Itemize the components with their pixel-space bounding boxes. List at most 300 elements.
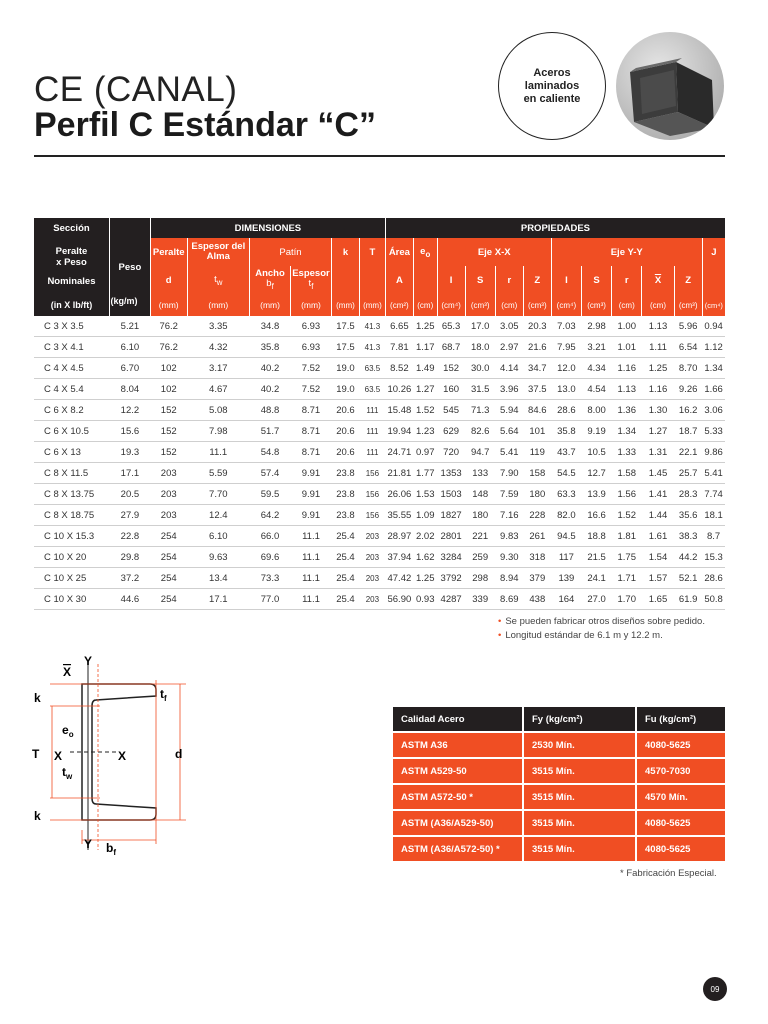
unit-header: (cm) (612, 294, 642, 316)
value-cell: 1.13 (612, 379, 642, 400)
value-cell: 23.8 (331, 484, 359, 505)
value-cell: 318 (523, 547, 551, 568)
value-cell: 82.6 (465, 421, 495, 442)
value-cell: 30.0 (465, 358, 495, 379)
value-cell: 44.6 (109, 589, 150, 610)
value-cell: 25.4 (331, 526, 359, 547)
header-eje-yy: Eje Y-Y (551, 238, 702, 266)
value-cell: 94.7 (465, 442, 495, 463)
value-cell: 25.4 (331, 547, 359, 568)
value-cell: 1.75 (612, 547, 642, 568)
value-cell: 4.14 (495, 358, 523, 379)
value-cell: 379 (523, 568, 551, 589)
diagram-label-bf (106, 841, 116, 857)
value-cell: 254 (150, 547, 187, 568)
value-cell: 71.3 (465, 400, 495, 421)
value-cell: 0.93 (413, 589, 437, 610)
diagram-label-T: T (32, 747, 40, 761)
header-nominal-line: Peralte (55, 245, 88, 257)
value-cell: 18.8 (581, 526, 611, 547)
diagram-label-k-top: k (34, 691, 41, 705)
diagram-label-tw-sym: t (62, 765, 66, 779)
value-cell: 37.5 (523, 379, 551, 400)
value-cell: 119 (523, 442, 551, 463)
value-cell: 8.52 (385, 358, 413, 379)
steel-cell: 3515 Mín. (522, 785, 635, 809)
value-cell: 3.06 (702, 400, 725, 421)
value-cell: 1.71 (612, 568, 642, 589)
value-cell: 5.21 (109, 316, 150, 337)
title-divider (34, 155, 725, 157)
value-cell: 203 (359, 568, 385, 589)
header-tf-sub: f (311, 281, 314, 291)
section-cell: C 10 X 15.3 (34, 526, 109, 547)
header-A: A (385, 266, 413, 294)
value-cell: 5.64 (495, 421, 523, 442)
value-cell: 17.5 (331, 337, 359, 358)
badge-line: laminados (524, 79, 580, 92)
header-J: J (702, 238, 725, 266)
header-I-x: I (437, 266, 465, 294)
value-cell: 164 (551, 589, 581, 610)
unit-header: (mm) (150, 294, 187, 316)
diagram-label-x-left: X (54, 749, 63, 763)
table-row (34, 442, 725, 463)
value-cell: 57.4 (250, 463, 291, 484)
value-cell: 7.95 (551, 337, 581, 358)
unit-header: (cm³) (523, 294, 551, 316)
value-cell: 13.9 (581, 484, 611, 505)
value-cell: 545 (437, 400, 465, 421)
value-cell: 152 (150, 442, 187, 463)
steel-cell: ASTM (A36/A529-50) (393, 811, 522, 835)
value-cell: 2801 (437, 526, 465, 547)
value-cell: 1.01 (612, 337, 642, 358)
section-cell: C 10 X 25 (34, 568, 109, 589)
value-cell: 9.63 (187, 547, 250, 568)
value-cell: 19.94 (385, 421, 413, 442)
value-cell: 180 (523, 484, 551, 505)
header-ancho-label: Ancho (255, 267, 285, 279)
value-cell: 43.7 (551, 442, 581, 463)
diagram-label-eo-sub: o (68, 730, 74, 739)
value-cell: 1.62 (413, 547, 437, 568)
unit-header: (mm) (331, 294, 359, 316)
header-X-bar: $\overline{X}$ (642, 266, 674, 294)
value-cell: 76.2 (150, 337, 187, 358)
value-cell: 1.58 (612, 463, 642, 484)
value-cell: 1.52 (413, 400, 437, 421)
header-tw (187, 266, 250, 294)
value-cell: 27.0 (581, 589, 611, 610)
value-cell: 23.8 (331, 463, 359, 484)
header-r-y: r (612, 266, 642, 294)
value-cell: 50.8 (702, 589, 725, 610)
value-cell: 1.16 (642, 379, 674, 400)
table-row (34, 421, 725, 442)
weight-unit: (kg/m) (110, 296, 138, 306)
value-cell: 44.2 (674, 547, 702, 568)
value-cell: 1503 (437, 484, 465, 505)
value-cell: 180 (465, 505, 495, 526)
header-properties: PROPIEDADES (385, 218, 725, 238)
value-cell: 35.6 (674, 505, 702, 526)
value-cell: 101 (523, 421, 551, 442)
value-cell: 1.31 (642, 442, 674, 463)
value-cell: 1.61 (642, 526, 674, 547)
value-cell: 8.70 (674, 358, 702, 379)
section-cell: C 3 X 3.5 (34, 316, 109, 337)
unit-header: (cm⁴) (437, 294, 465, 316)
value-cell: 63.5 (359, 358, 385, 379)
unit-header: (cm) (642, 294, 674, 316)
header-eo (413, 238, 437, 266)
value-cell: 1.77 (413, 463, 437, 484)
value-cell: 7.52 (291, 358, 332, 379)
value-cell: 35.8 (250, 337, 291, 358)
value-cell: 3.17 (187, 358, 250, 379)
steel-cell: 2530 Mín. (522, 733, 635, 757)
value-cell: 61.9 (674, 589, 702, 610)
value-cell: 4.34 (581, 358, 611, 379)
value-cell: 1.65 (642, 589, 674, 610)
value-cell: 52.1 (674, 568, 702, 589)
value-cell: 15.48 (385, 400, 413, 421)
value-cell: 6.93 (291, 316, 332, 337)
value-cell: 117 (551, 547, 581, 568)
diagram-label-eo-sym: e (62, 723, 69, 737)
value-cell: 59.5 (250, 484, 291, 505)
value-cell: 111 (359, 400, 385, 421)
unit-header: (cm²) (385, 294, 413, 316)
value-cell: 298 (465, 568, 495, 589)
value-cell: 19.3 (109, 442, 150, 463)
table-row (34, 568, 725, 589)
value-cell: 1.17 (413, 337, 437, 358)
value-cell: 1.16 (612, 358, 642, 379)
steel-cell: 4570-7030 (635, 759, 725, 783)
value-cell: 3.05 (495, 316, 523, 337)
header-dimensions: DIMENSIONES (150, 218, 385, 238)
value-cell: 12.0 (551, 358, 581, 379)
value-cell: 48.8 (250, 400, 291, 421)
value-cell: 23.8 (331, 505, 359, 526)
value-cell: 1.57 (642, 568, 674, 589)
value-cell: 7.81 (385, 337, 413, 358)
header-espesor-alma: Espesor del Alma (187, 238, 250, 266)
value-cell: 51.7 (250, 421, 291, 442)
value-cell: 8.7 (702, 526, 725, 547)
value-cell: 21.6 (523, 337, 551, 358)
value-cell: 24.1 (581, 568, 611, 589)
value-cell: 3.96 (495, 379, 523, 400)
value-cell: 4287 (437, 589, 465, 610)
header-section: Sección (34, 218, 109, 238)
steel-cell: 4080-5625 (635, 811, 725, 835)
value-cell: 41.3 (359, 316, 385, 337)
value-cell: 111 (359, 421, 385, 442)
header-nominal-line: x Peso (56, 256, 87, 268)
diagram-label-d: d (175, 747, 183, 761)
table-row (34, 484, 725, 505)
table-row (34, 379, 725, 400)
value-cell: 254 (150, 526, 187, 547)
value-cell: 0.94 (702, 316, 725, 337)
value-cell: 8.94 (495, 568, 523, 589)
header-nominal (34, 238, 109, 294)
value-cell: 102 (150, 358, 187, 379)
value-cell: 203 (359, 526, 385, 547)
value-cell: 203 (359, 589, 385, 610)
table-row (34, 400, 725, 421)
diagram-label-x-right: X (118, 749, 127, 763)
value-cell: 9.26 (674, 379, 702, 400)
value-cell: 6.70 (109, 358, 150, 379)
channel-section-diagram (30, 650, 210, 875)
header-r-x: r (495, 266, 523, 294)
value-cell: 11.1 (291, 589, 332, 610)
unit-header: (cm) (413, 294, 437, 316)
value-cell: 18.7 (674, 421, 702, 442)
value-cell: 6.10 (187, 526, 250, 547)
header-bf (251, 279, 289, 292)
value-cell: 11.1 (291, 547, 332, 568)
steel-cell: ASTM A529-50 (393, 759, 522, 783)
value-cell: 37.94 (385, 547, 413, 568)
value-cell: 17.0 (465, 316, 495, 337)
value-cell: 3.21 (581, 337, 611, 358)
header-bf-sub: f (271, 281, 274, 291)
unit-header: (mm) (359, 294, 385, 316)
header-eje-xx: Eje X-X (437, 238, 551, 266)
value-cell: 6.93 (291, 337, 332, 358)
value-cell: 37.2 (109, 568, 150, 589)
value-cell: 25.4 (331, 568, 359, 589)
value-cell: 19.0 (331, 358, 359, 379)
value-cell: 17.5 (331, 316, 359, 337)
value-cell: 1.23 (413, 421, 437, 442)
diagram-label-y-bottom: Y (84, 837, 93, 851)
header-weight: Peso (109, 218, 150, 316)
diagram-label-bf-sym: b (106, 841, 114, 855)
header-S-y: S (581, 266, 611, 294)
header-tf-sym: t (308, 277, 312, 289)
value-cell: 0.97 (413, 442, 437, 463)
value-cell: 203 (150, 505, 187, 526)
value-cell: 82.0 (551, 505, 581, 526)
header-Z-y: Z (674, 266, 702, 294)
value-cell: 22.1 (674, 442, 702, 463)
value-cell: 5.33 (702, 421, 725, 442)
value-cell: 17.1 (187, 589, 250, 610)
diagram-label-x-bar: X (63, 665, 72, 679)
value-cell: 1827 (437, 505, 465, 526)
value-cell: 25.7 (674, 463, 702, 484)
value-cell: 1.00 (612, 316, 642, 337)
unit-header: (cm⁴) (551, 294, 581, 316)
value-cell: 5.08 (187, 400, 250, 421)
value-cell: 438 (523, 589, 551, 610)
value-cell: 8.71 (291, 442, 332, 463)
value-cell: 47.42 (385, 568, 413, 589)
value-cell: 7.03 (551, 316, 581, 337)
value-cell: 10.5 (581, 442, 611, 463)
note-item: • Longitud estándar de 6.1 m y 12.2 m. (498, 630, 663, 641)
value-cell: 11.1 (187, 442, 250, 463)
steel-cell: 4570 Mín. (635, 785, 725, 809)
value-cell: 7.52 (291, 379, 332, 400)
header-k: k (331, 238, 359, 266)
table-row (34, 589, 725, 610)
value-cell: 102 (150, 379, 187, 400)
page-title-line1: CE (CANAL) (34, 70, 238, 109)
value-cell: 221 (465, 526, 495, 547)
value-cell: 1.09 (413, 505, 437, 526)
value-cell: 25.4 (331, 589, 359, 610)
value-cell: 1.30 (642, 400, 674, 421)
value-cell: 8.69 (495, 589, 523, 610)
value-cell: 9.19 (581, 421, 611, 442)
notes (498, 615, 705, 643)
header-patin: Patín (250, 238, 332, 266)
value-cell: 9.86 (702, 442, 725, 463)
value-cell: 64.2 (250, 505, 291, 526)
value-cell: 66.0 (250, 526, 291, 547)
value-cell: 259 (465, 547, 495, 568)
header-T: T (359, 238, 385, 266)
header-espesor (291, 266, 332, 294)
value-cell: 63.5 (359, 379, 385, 400)
value-cell: 3284 (437, 547, 465, 568)
channel-properties-table (34, 218, 725, 610)
header-tw-sym: t (214, 273, 217, 285)
steel-row (393, 759, 725, 783)
value-cell: 77.0 (250, 589, 291, 610)
value-cell: 13.4 (187, 568, 250, 589)
value-cell: 1353 (437, 463, 465, 484)
badge-line: en caliente (523, 92, 581, 105)
value-cell: 20.6 (331, 400, 359, 421)
header-I-y: I (551, 266, 581, 294)
value-cell: 1.27 (642, 421, 674, 442)
value-cell: 29.8 (109, 547, 150, 568)
section-cell: C 6 X 8.2 (34, 400, 109, 421)
table-row (34, 547, 725, 568)
diagram-label-bf-sub: f (113, 848, 117, 857)
unit-header: (mm) (187, 294, 250, 316)
header-S-x: S (465, 266, 495, 294)
value-cell: 3792 (437, 568, 465, 589)
value-cell: 156 (359, 484, 385, 505)
value-cell: 15.6 (109, 421, 150, 442)
value-cell: 1.33 (612, 442, 642, 463)
value-cell: 160 (437, 379, 465, 400)
value-cell: 56.90 (385, 589, 413, 610)
value-cell: 158 (523, 463, 551, 484)
steel-header-fy: Fy (kg/cm²) (522, 707, 635, 731)
table-row (34, 463, 725, 484)
value-cell: 73.3 (250, 568, 291, 589)
unit-header: (cm⁴) (702, 294, 725, 316)
section-cell: C 6 X 10.5 (34, 421, 109, 442)
value-cell: 629 (437, 421, 465, 442)
value-cell: 20.6 (331, 442, 359, 463)
value-cell: 152 (437, 358, 465, 379)
value-cell: 76.2 (150, 316, 187, 337)
value-cell: 20.3 (523, 316, 551, 337)
value-cell: 7.74 (702, 484, 725, 505)
header-eo-sub: o (425, 249, 431, 259)
value-cell: 34.7 (523, 358, 551, 379)
diagram-label-eo (62, 723, 74, 739)
value-cell: 15.3 (702, 547, 725, 568)
channel-photo (616, 32, 724, 140)
steel-cell: ASTM A572-50 * (393, 785, 522, 809)
value-cell: 4.54 (581, 379, 611, 400)
value-cell: 2.02 (413, 526, 437, 547)
steel-cell: 4080-5625 (635, 837, 725, 861)
value-cell: 9.91 (291, 463, 332, 484)
steel-cell: 3515 Mín. (522, 837, 635, 861)
steel-cell: ASTM A36 (393, 733, 522, 757)
value-cell: 1.36 (612, 400, 642, 421)
value-cell: 152 (150, 421, 187, 442)
value-cell: 1.52 (612, 505, 642, 526)
value-cell: 40.2 (250, 358, 291, 379)
note-text: Longitud estándar de 6.1 m y 12.2 m. (505, 630, 663, 641)
unit-header: (mm) (291, 294, 332, 316)
header-bf-sym: b (266, 277, 272, 289)
value-cell: 1.25 (413, 568, 437, 589)
value-cell: 94.5 (551, 526, 581, 547)
steel-cell: 3515 Mín. (522, 811, 635, 835)
value-cell: 152 (150, 400, 187, 421)
value-cell: 31.5 (465, 379, 495, 400)
note-item: • Se pueden fabricar otros diseños sobre pedido. (498, 616, 705, 627)
unit-header: (cm³) (581, 294, 611, 316)
value-cell: 40.2 (250, 379, 291, 400)
value-cell: 5.96 (674, 316, 702, 337)
steel-cell: 3515 Mín. (522, 759, 635, 783)
page-title-line2: Perfil C Estándar “C” (34, 106, 376, 144)
value-cell: 17.1 (109, 463, 150, 484)
steel-cell: ASTM (A36/A572-50) * (393, 837, 522, 861)
value-cell: 1.34 (612, 421, 642, 442)
value-cell: 133 (465, 463, 495, 484)
value-cell: 69.6 (250, 547, 291, 568)
unit-header: (cm³) (465, 294, 495, 316)
unit-header: (mm) (250, 294, 291, 316)
value-cell: 11.1 (291, 526, 332, 547)
table-row (34, 358, 725, 379)
value-cell: 12.2 (109, 400, 150, 421)
value-cell: 35.55 (385, 505, 413, 526)
steel-row (393, 837, 725, 861)
section-cell: C 4 X 5.4 (34, 379, 109, 400)
section-cell: C 8 X 13.75 (34, 484, 109, 505)
value-cell: 5.41 (702, 463, 725, 484)
value-cell: 254 (150, 568, 187, 589)
value-cell: 28.6 (702, 568, 725, 589)
value-cell: 339 (465, 589, 495, 610)
value-cell: 9.91 (291, 484, 332, 505)
value-cell: 1.13 (642, 316, 674, 337)
value-cell: 261 (523, 526, 551, 547)
value-cell: 1.44 (642, 505, 674, 526)
value-cell: 720 (437, 442, 465, 463)
value-cell: 1.53 (413, 484, 437, 505)
value-cell: 6.10 (109, 337, 150, 358)
